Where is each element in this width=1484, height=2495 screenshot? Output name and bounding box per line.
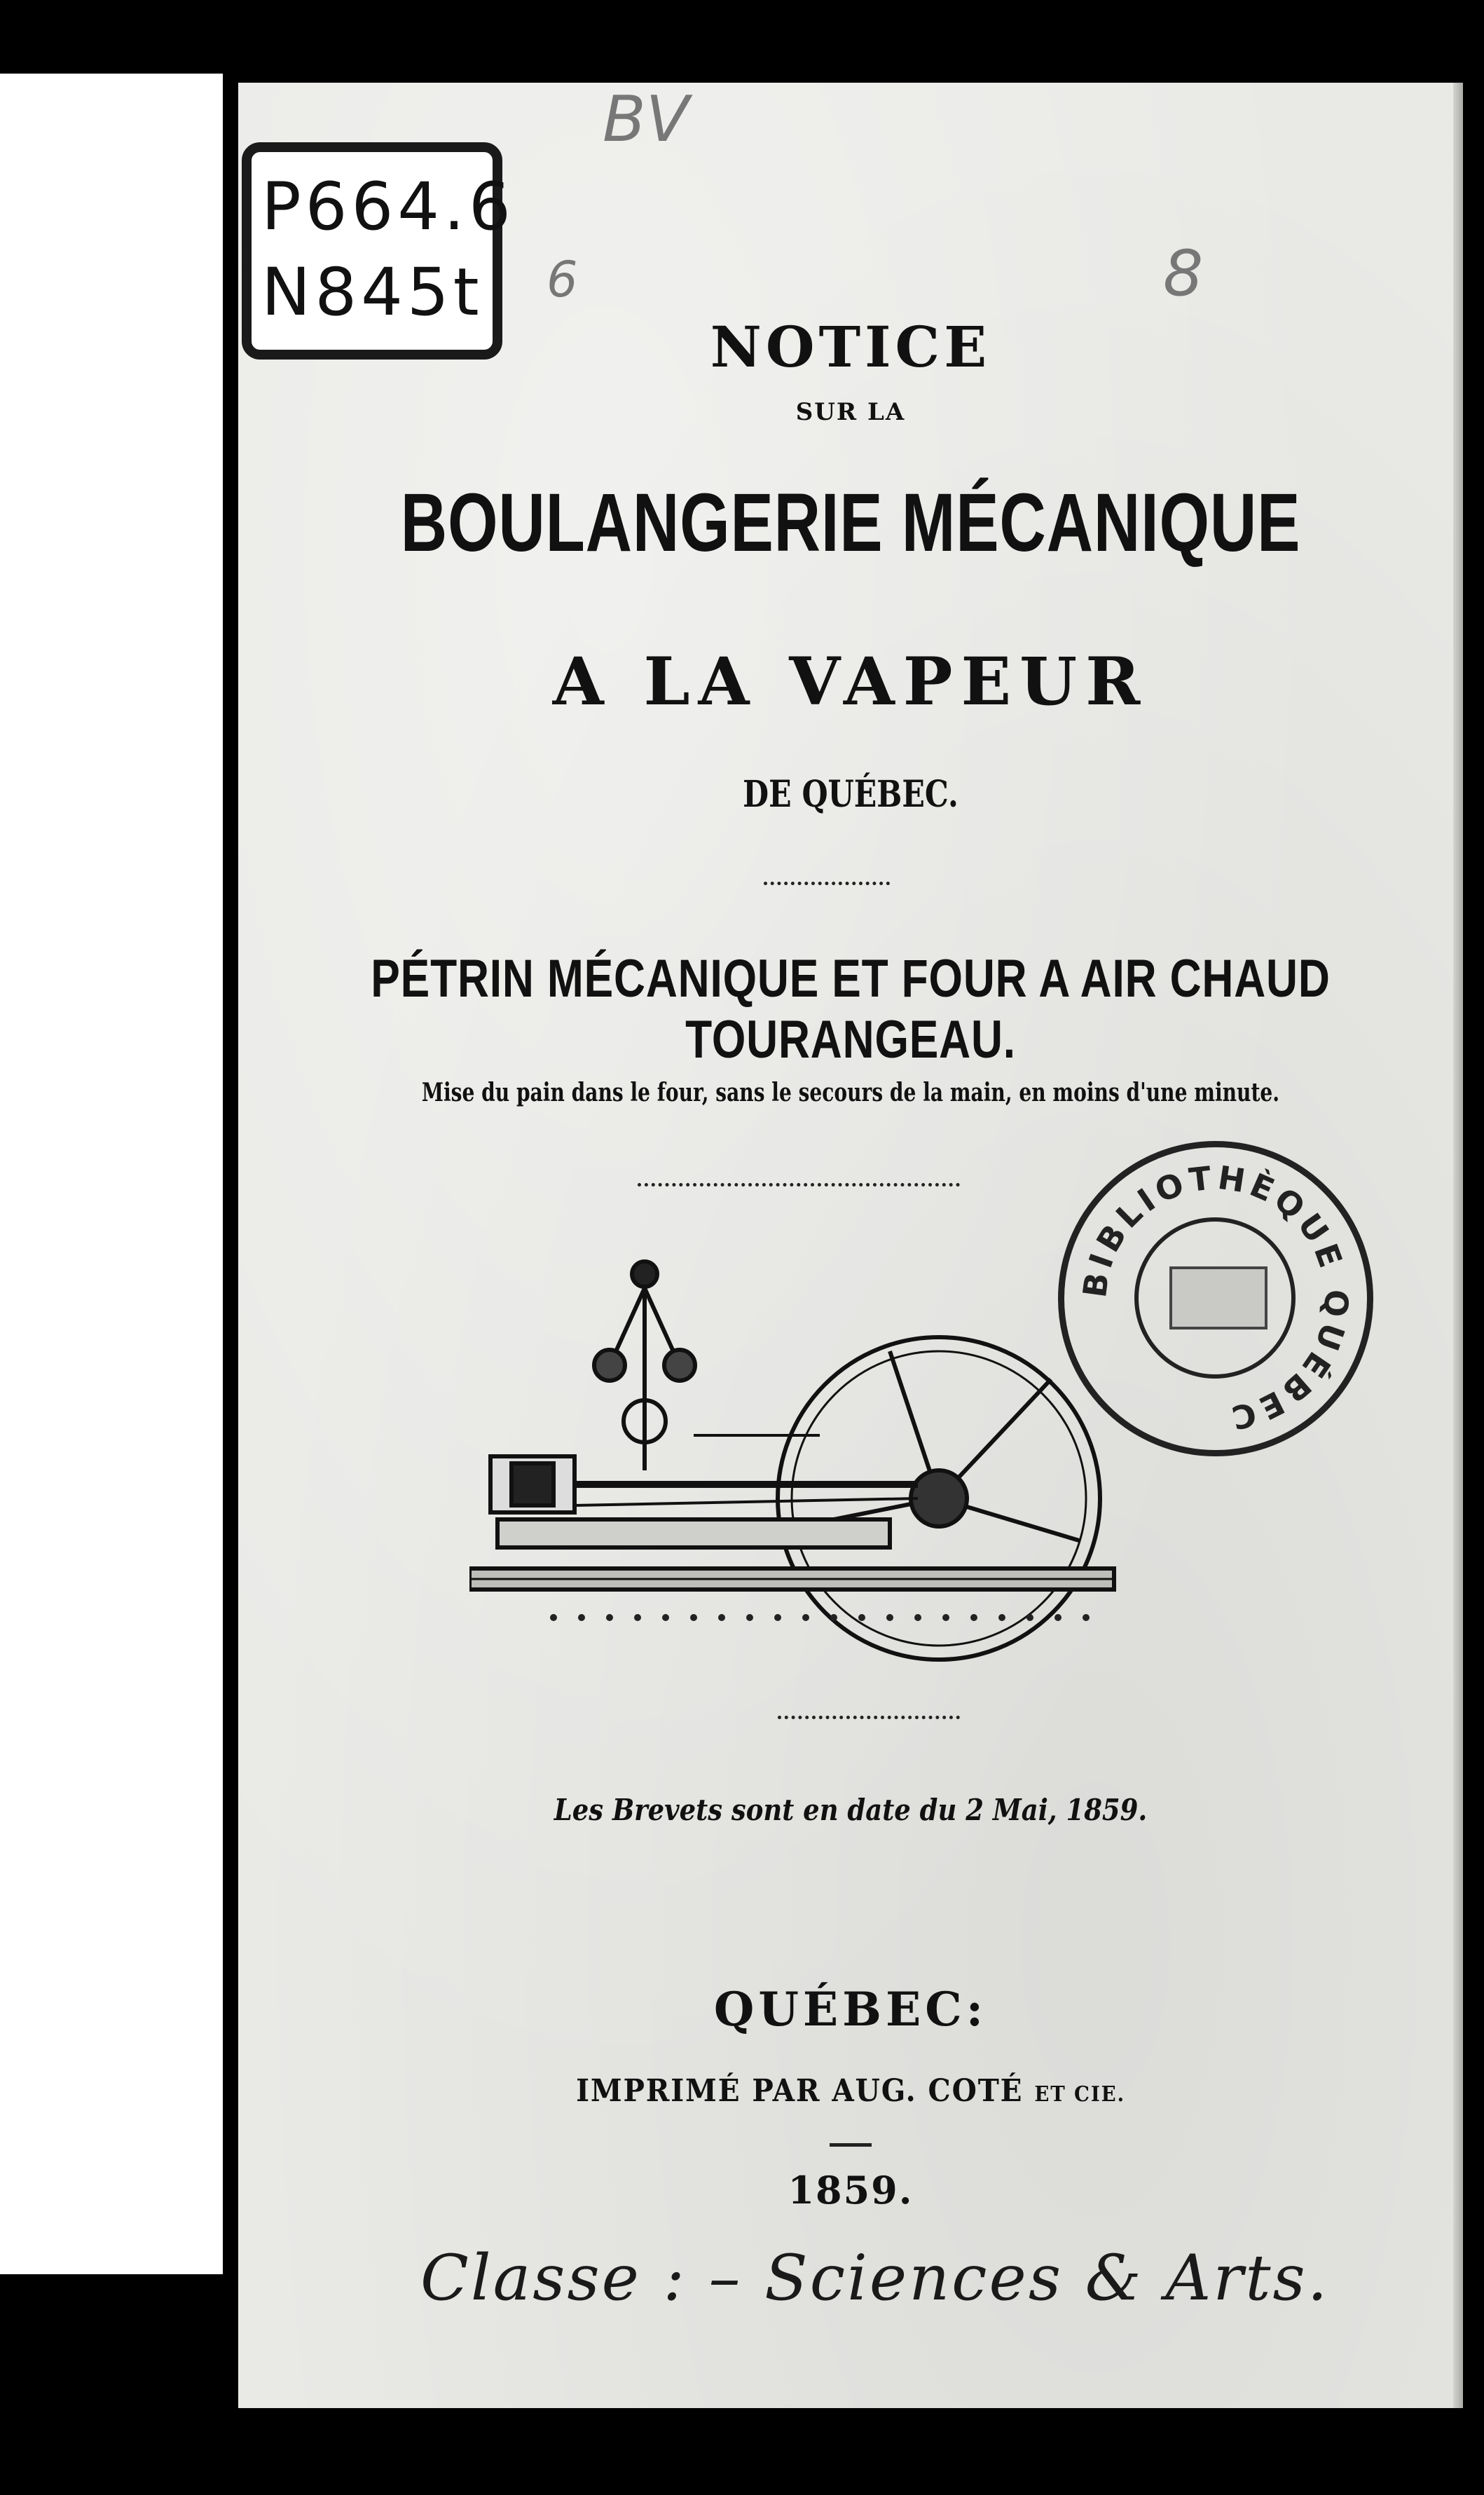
printer-name: IMPRIMÉ PAR AUG. COTÉ bbox=[576, 2073, 1024, 2109]
subtitle: A LA VAPEUR bbox=[552, 643, 1149, 720]
description-line: Mise du pain dans le four, sans le secours de la main, en moins d'une minute. bbox=[421, 1078, 1280, 1107]
imprint-city: QUÉBEC: bbox=[713, 1982, 988, 2037]
ornament-rule-1 bbox=[764, 875, 890, 885]
call-number-line1: P664.6 bbox=[261, 169, 515, 245]
ornament-rule-3 bbox=[778, 1709, 960, 1719]
page-edge bbox=[1453, 83, 1463, 2408]
pencil-mark-6: 6 bbox=[547, 251, 578, 308]
handwritten-classification: Classe : – Sciences & Arts. bbox=[420, 2241, 1330, 2315]
stamp-seal bbox=[1169, 1266, 1267, 1329]
main-title: BOULANGERIE MÉCANIQUE bbox=[400, 477, 1301, 569]
imprint-printer bbox=[287, 2073, 1414, 2109]
scan-margin-left bbox=[0, 74, 223, 2274]
printer-suffix: ET CIE. bbox=[1034, 2082, 1125, 2107]
call-number-line2: N845t bbox=[261, 254, 483, 331]
stamp-text: BIBLIOTHÈQUE QUÉBEC bbox=[1076, 1158, 1356, 1438]
patent-date: Les Brevets sont en date du 2 Mai, 1859. bbox=[554, 1793, 1148, 1827]
city-line: DE QUÉBEC. bbox=[743, 773, 959, 816]
imprint-year: 1859. bbox=[238, 2143, 1463, 2213]
pencil-mark-8: 8 bbox=[1163, 237, 1204, 310]
ornament-rule-2 bbox=[638, 1176, 960, 1187]
petrin-heading: PÉTRIN MÉCANIQUE ET FOUR A AIR CHAUD TOURANGEAU. bbox=[371, 949, 1331, 1069]
pencil-mark-bv: BV bbox=[603, 83, 689, 156]
notice-heading: NOTICE bbox=[710, 314, 991, 380]
steam-engine-illustration bbox=[469, 1239, 1170, 1751]
title-page bbox=[238, 83, 1463, 2408]
sur-la-text: SUR LA bbox=[795, 398, 906, 426]
